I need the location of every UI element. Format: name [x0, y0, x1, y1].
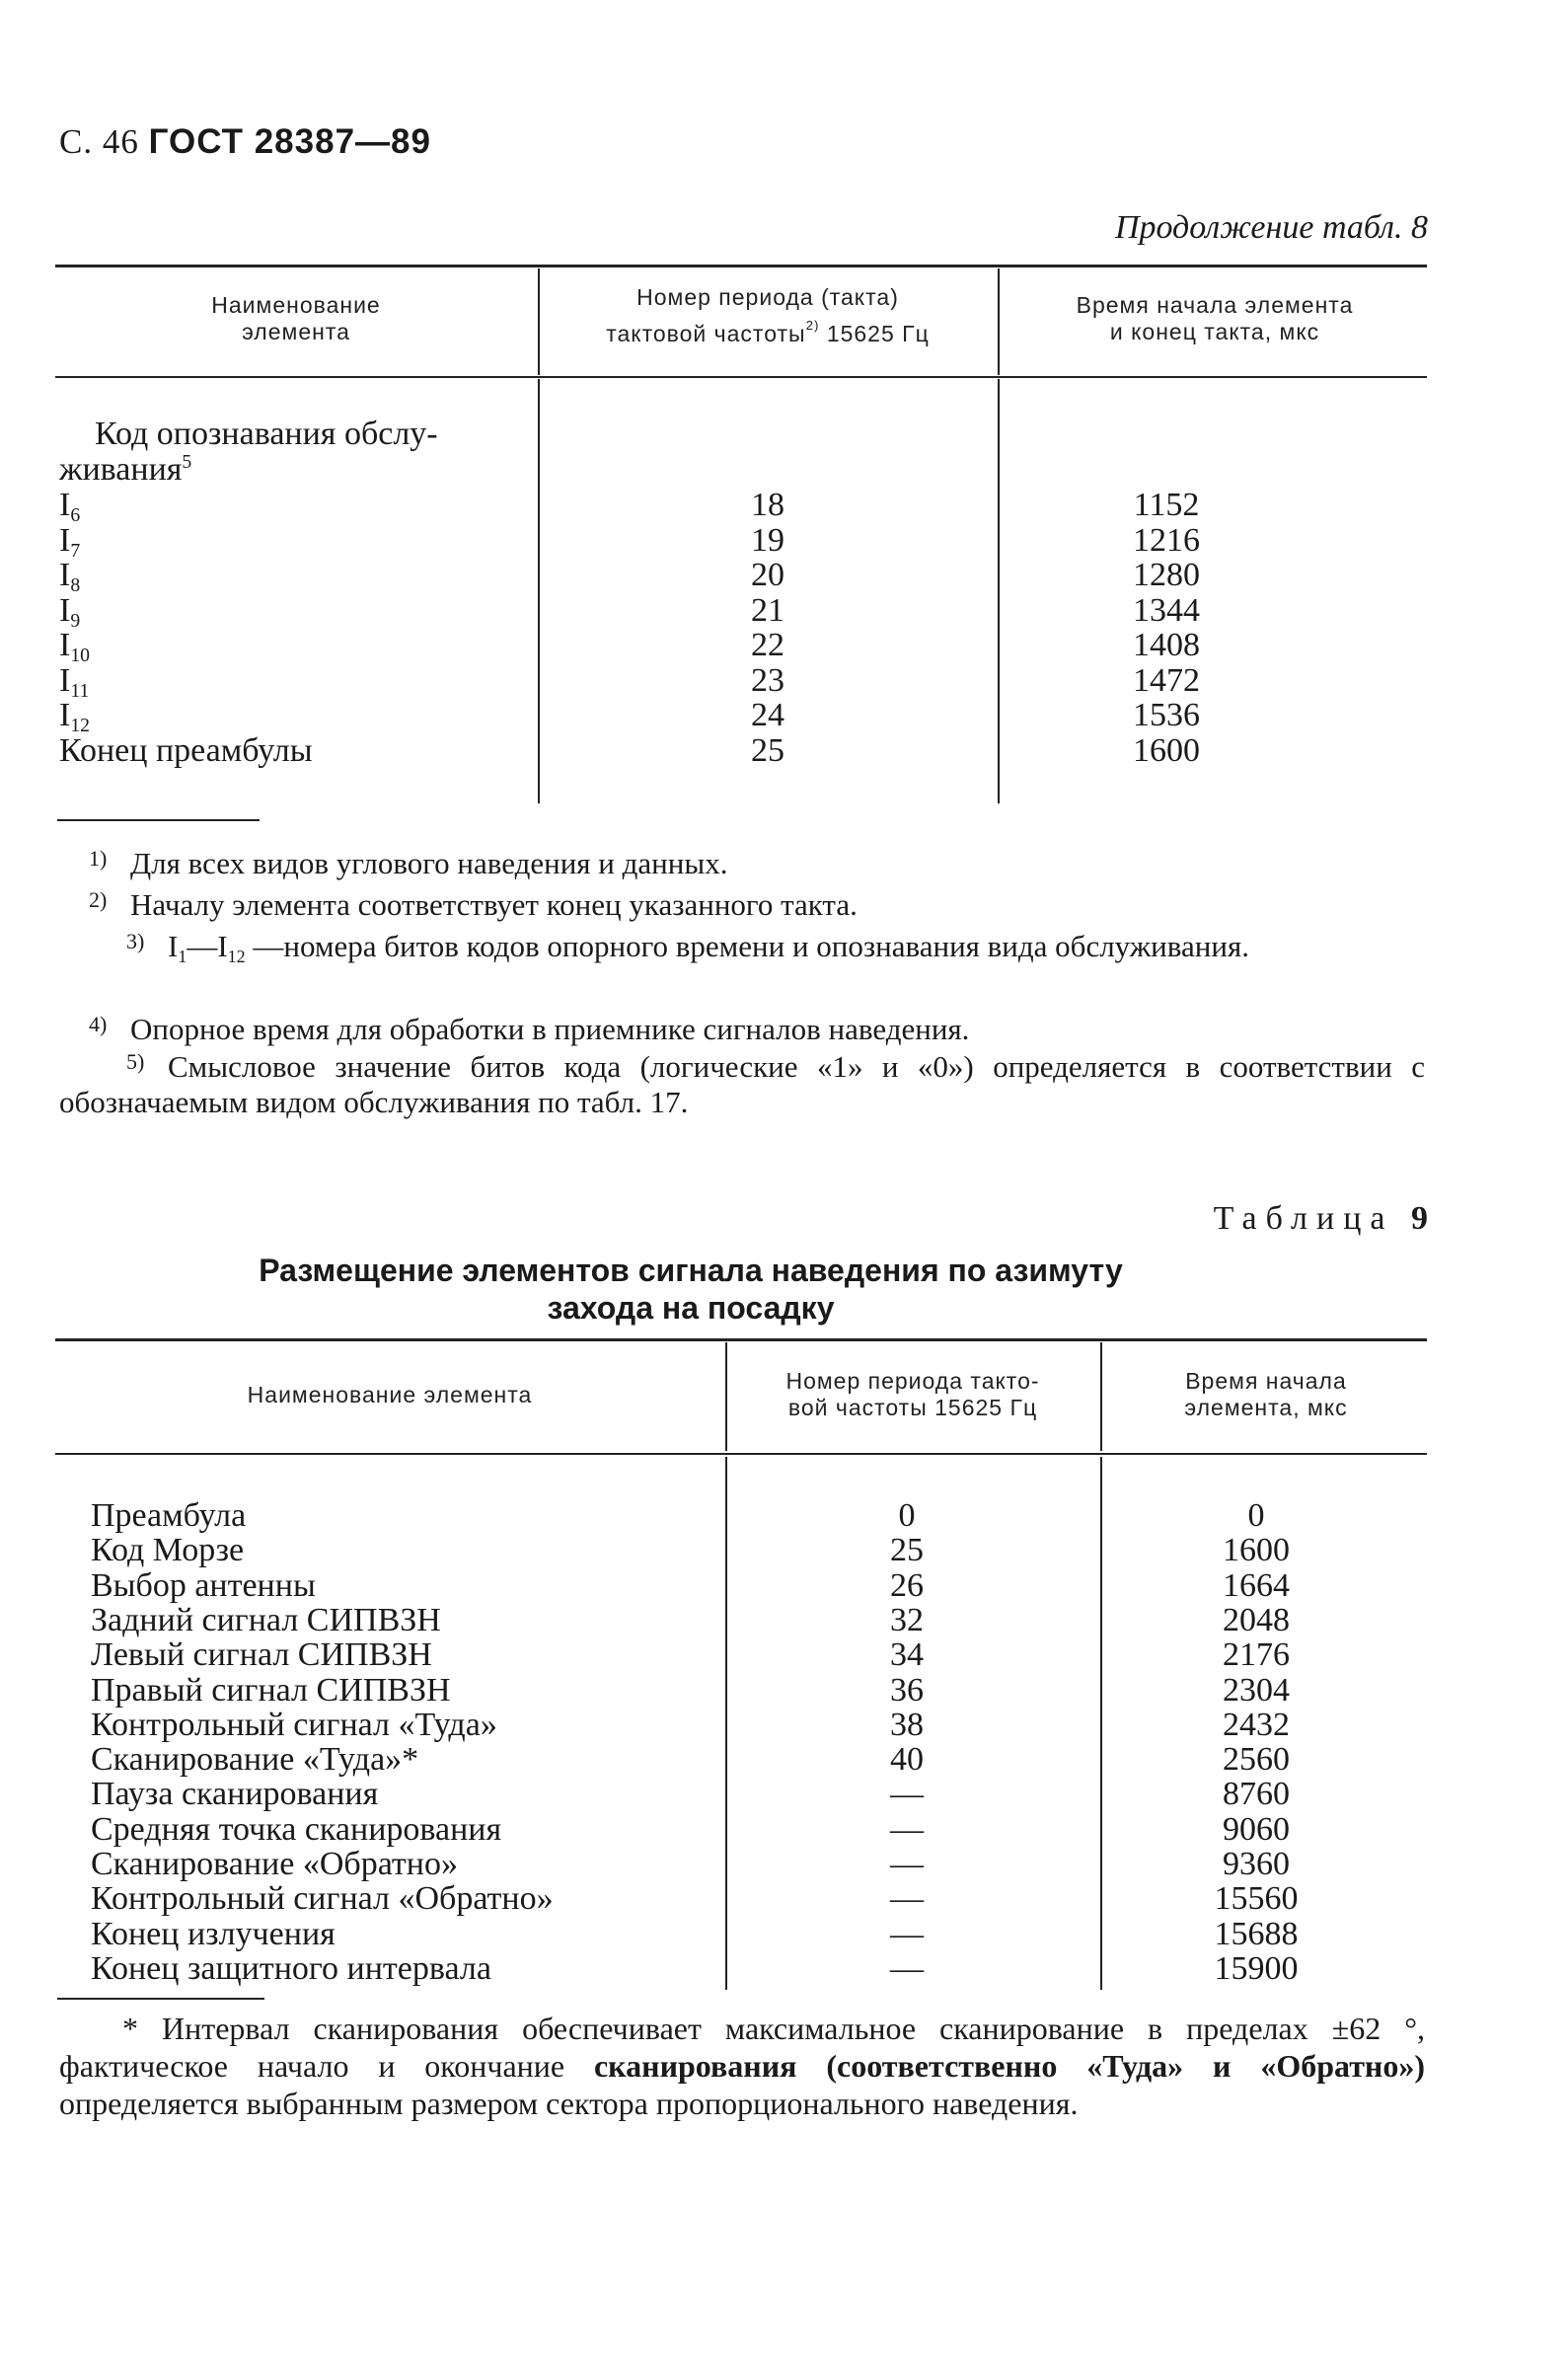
footnote-3: 3) $I_1—I_{12}$ —номера битов кодов опорного времени и опознавания вида обслуживания.	[126, 929, 1249, 966]
footnote-2: 2) Началу элемента соответствует конец указанного такта.	[89, 887, 858, 922]
table9-cell-name: Сканирование «Обратно»	[91, 1846, 458, 1882]
table9-cell-period: 0	[898, 1497, 916, 1534]
table8-row	[0, 733, 1568, 769]
table9-cell-name: Выбор антенны	[91, 1566, 316, 1604]
table9-cell-name: Преамбула	[91, 1497, 247, 1534]
table9-cell-name: Задний сигнал СИПВЗН	[91, 1601, 441, 1638]
table8-header-divider-2	[998, 268, 1000, 375]
table9-row	[0, 1881, 1568, 1917]
table9-cell-time: 8760	[1223, 1776, 1290, 1813]
table8-cell-time: 1472	[1133, 661, 1200, 699]
table9-top-rule	[55, 1338, 1427, 1341]
table9-cell-name: Контрольный сигнал «Обратно»	[91, 1880, 554, 1918]
table9-cell-time: 2176	[1223, 1636, 1290, 1674]
table8-cell-name: $I_9$	[59, 591, 81, 632]
table9-cell-name: Левый сигнал СИПВЗН	[91, 1636, 432, 1674]
table9-cell-period: —	[890, 1880, 924, 1918]
table9-note: * Интервал сканирования обеспечивает максимальное сканирование в пределах ±62 °, фактическое начало и окончание сканирования (соответственно «Туда» и «Обратно») определяется выбранным размером сектора пропорционального наведения.	[59, 2011, 1425, 2121]
table9-cell-time: 2048	[1223, 1601, 1290, 1638]
table9-cell-name: Правый сигнал СИПВЗН	[91, 1671, 451, 1709]
table9-cell-name: Контрольный сигнал «Туда»	[91, 1706, 497, 1743]
table9-cell-period: 32	[890, 1601, 924, 1638]
table9-cell-time: 9060	[1223, 1810, 1290, 1848]
table8-cell-period: 24	[751, 697, 784, 733]
table9-cell-period: 38	[890, 1706, 924, 1743]
table9-cell-time: 15900	[1214, 1949, 1299, 1987]
table8-cell-name: $I_{10}$	[59, 627, 91, 666]
table8-cell-time: 1280	[1133, 557, 1200, 593]
table9-cell-time: 2432	[1223, 1706, 1290, 1743]
table8-cell-period: 23	[751, 661, 784, 699]
table9-cell-period: —	[890, 1949, 924, 1987]
table8-group-label: Код опознавания обслу-	[95, 416, 438, 452]
table8-header-time: Время начала элемента и конец такта, мкс	[1076, 292, 1354, 344]
table8-cell-name: Конец преамбулы	[59, 731, 313, 769]
table9-cell-time: 2560	[1223, 1741, 1290, 1779]
table8-row	[0, 557, 1568, 596]
table9-cell-name: Код Морзе	[91, 1532, 245, 1569]
table8-cell-name: $I_8$	[59, 557, 81, 596]
table9-title: Размещение элементов сигнала наведения по азимуту захода на посадку	[259, 1253, 1123, 1326]
table9-header-rule	[55, 1453, 1427, 1455]
table9-cell-name: Средняя точка сканирования	[91, 1810, 502, 1848]
table9-cell-time: 1664	[1223, 1566, 1290, 1604]
table9-cell-time: 1600	[1223, 1532, 1290, 1569]
footnote-4: 4) Опорное время для обработки в приемнике сигналов наведения.	[89, 1012, 970, 1046]
table8-cell-period: 18	[751, 487, 784, 523]
table9-row	[0, 1847, 1568, 1882]
page-number: С. 46	[59, 122, 139, 161]
table8-header-divider-1	[538, 268, 540, 375]
table9-cell-period: 36	[890, 1671, 924, 1709]
table9-cell-time: 2304	[1223, 1671, 1290, 1709]
table9-note-rule	[57, 1998, 264, 2000]
footnote-1: 1) Для всех видов углового наведения и данных.	[89, 846, 728, 880]
page-header	[59, 122, 431, 162]
table9-cell-period: 26	[890, 1566, 924, 1604]
table8-row	[0, 697, 1568, 736]
table9-header-divider-1	[725, 1342, 727, 1451]
table9-row	[0, 1498, 1568, 1534]
table8-cell-name: $I_7$	[59, 521, 81, 562]
table8-header-rule	[55, 376, 1427, 378]
table9-cell-period: —	[890, 1915, 924, 1952]
table9-row	[0, 1673, 1568, 1709]
table9-cell-time: 9360	[1223, 1846, 1290, 1882]
table8-header-period: Номер периода (такта) тактовой частоты$^{2)}$ 15625 Гц	[606, 284, 930, 346]
table8-continuation: Продолжение табл. 8	[1114, 209, 1428, 246]
table8-cell-time: 1536	[1133, 697, 1200, 733]
table9-row	[0, 1812, 1568, 1848]
table8-cell-time: 1152	[1133, 487, 1200, 523]
table9-cell-period: 34	[890, 1636, 924, 1674]
table9-row	[0, 1917, 1568, 1952]
table9-cell-name: Сканирование «Туда»*	[91, 1741, 419, 1779]
table9-row	[0, 1951, 1568, 1987]
table8-row	[0, 591, 1568, 632]
table9-header-divider-2	[1100, 1342, 1102, 1451]
table8-row	[0, 487, 1568, 526]
table9-row	[0, 1777, 1568, 1812]
table9-row	[0, 1708, 1568, 1743]
table8-row	[0, 627, 1568, 666]
table9-header-time: Время начала элемента, мкс	[1184, 1368, 1348, 1420]
table9-row	[0, 1568, 1568, 1604]
table8-row	[0, 661, 1568, 702]
table9-cell-time: 15560	[1214, 1880, 1299, 1918]
table9-cell-name: Конец излучения	[91, 1915, 336, 1952]
table8-cell-period: 20	[751, 557, 784, 593]
table8-cell-time: 1408	[1133, 627, 1200, 663]
table9-cell-period: —	[890, 1776, 924, 1813]
table8-cell-period: 25	[751, 731, 784, 769]
table9-row	[0, 1637, 1568, 1673]
table9-label: Таблица 9	[1213, 1200, 1428, 1237]
table8-header-name: Наименование элемента	[211, 292, 381, 344]
standard-id: ГОСТ 28387—89	[148, 122, 431, 161]
table9-cell-time: 15688	[1214, 1915, 1299, 1952]
footnote-5: 5) Смысловое значение битов кода (логические «1» и «0») определяется в соответствии с обозначаемым видом обслуживания по табл. 17.	[59, 1049, 1425, 1119]
table8-row	[0, 521, 1568, 562]
table9-cell-period: —	[890, 1846, 924, 1882]
table8-cell-name: $I_{12}$	[59, 697, 91, 736]
table8-cell-time: 1344	[1133, 591, 1200, 629]
table8-cell-period: 19	[751, 521, 784, 559]
table9-cell-name: Пауза сканирования	[91, 1776, 379, 1813]
table8-cell-period: 21	[751, 591, 784, 629]
table9-header-name: Наименование элемента	[247, 1382, 533, 1407]
table8-top-rule	[55, 265, 1427, 267]
table9-cell-period: —	[890, 1810, 924, 1848]
table9-row	[0, 1533, 1568, 1568]
table9-row	[0, 1742, 1568, 1778]
table9-cell-period: 40	[890, 1741, 924, 1779]
table8-cell-name: $I_{11}$	[59, 661, 90, 702]
table9-cell-time: 0	[1247, 1497, 1265, 1534]
table9-cell-period: 25	[890, 1532, 924, 1569]
table8-cell-time: 1600	[1133, 731, 1200, 769]
table9-row	[0, 1603, 1568, 1638]
table9-header-period: Номер периода такто- вой частоты 15625 Гц	[785, 1368, 1040, 1420]
table8-cell-period: 22	[751, 627, 784, 663]
footnote-rule	[57, 819, 260, 821]
table8-cell-name: $I_6$	[59, 487, 81, 526]
table8-group-label-cont: живания$^5$	[59, 451, 192, 488]
table9-cell-name: Конец защитного интервала	[91, 1949, 491, 1987]
table8-cell-time: 1216	[1133, 521, 1200, 559]
